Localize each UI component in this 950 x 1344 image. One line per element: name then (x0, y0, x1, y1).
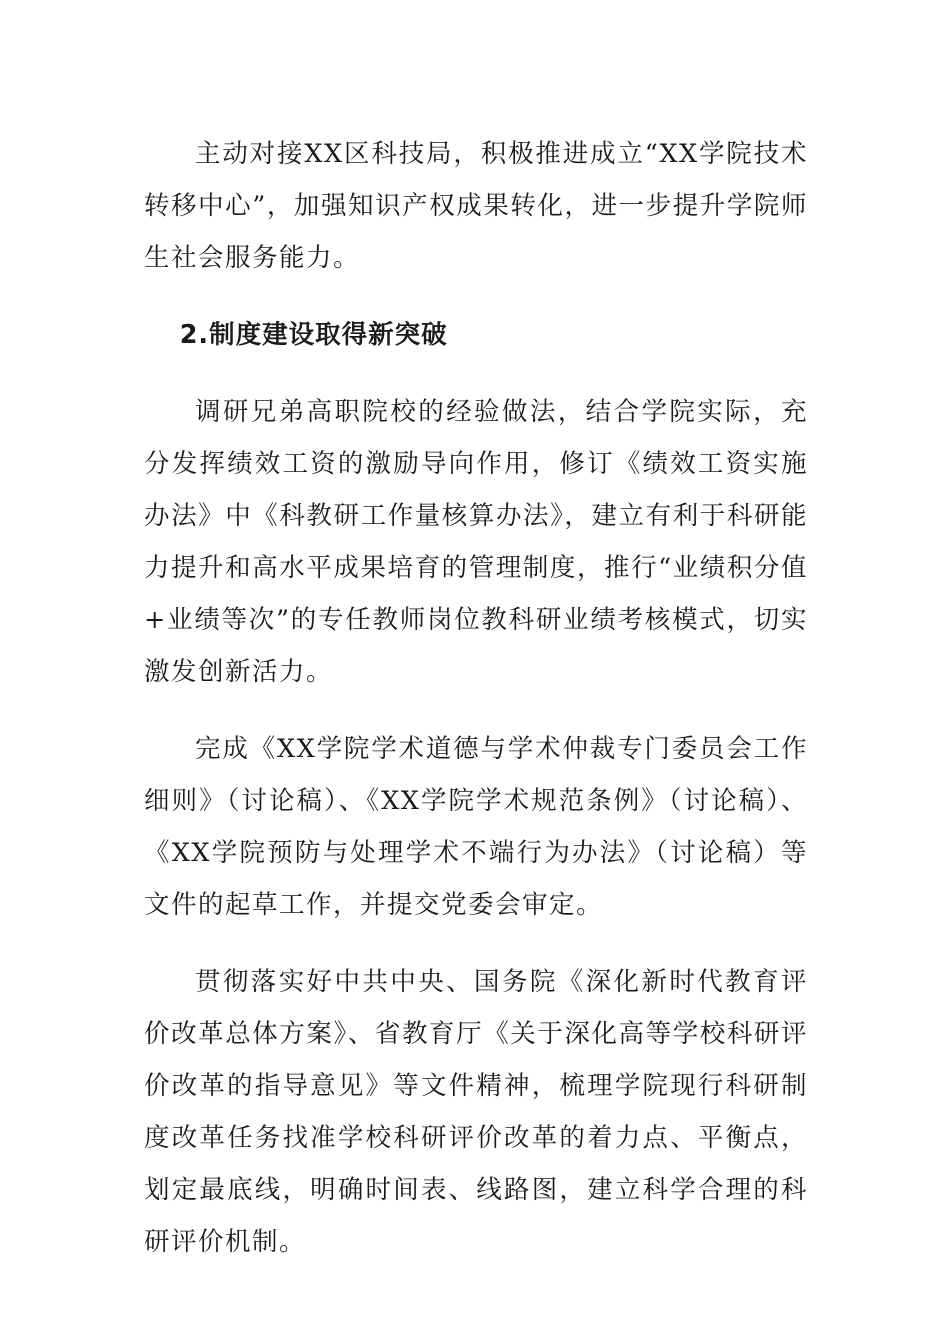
paragraph-evaluation-reform: 贯彻落实好中共中央、国务院《深化新时代教育评价改革总体方案》、省教育厅《关于深化高等学校科研评价改革的指导意见》等文件精神，梳理学院现行科研制度改革任务找准学校科研评价改革的着力点、平衡点，划定最底线，明确时间表、线路图，建立科学合理的科研评价机制。 (144, 967, 808, 1257)
section-heading: 2.制度建设取得新突破 (179, 320, 448, 350)
intro-paragraph: 主动对接XX区科技局，积极推进成立“XX学院技术转移中心”，加强知识产权成果转化，进一步提升学院师生社会服务能力。 (144, 139, 808, 273)
paragraph-academic-rules: 完成《XX学院学术道德与学术仲裁专门委员会工作细则》（讨论稿）、《XX学院学术规范条例》（讨论稿）、《XX学院预防与处理学术不端行为办法》（讨论稿）等文件的起草工作，并提交党委会审定。 (144, 734, 808, 920)
paragraph-performance-pay: 调研兄弟高职院校的经验做法，结合学院实际，充分发挥绩效工资的激励导向作用，修订《绩效工资实施办法》中《科教研工作量核算办法》，建立有利于科研能力提升和高水平成果培育的管理制度，推行“业绩积分值+业绩等次”的专任教师岗位教科研业绩考核模式，切实激发创新活力。 (144, 397, 808, 687)
document-body (144, 128, 808, 1293)
